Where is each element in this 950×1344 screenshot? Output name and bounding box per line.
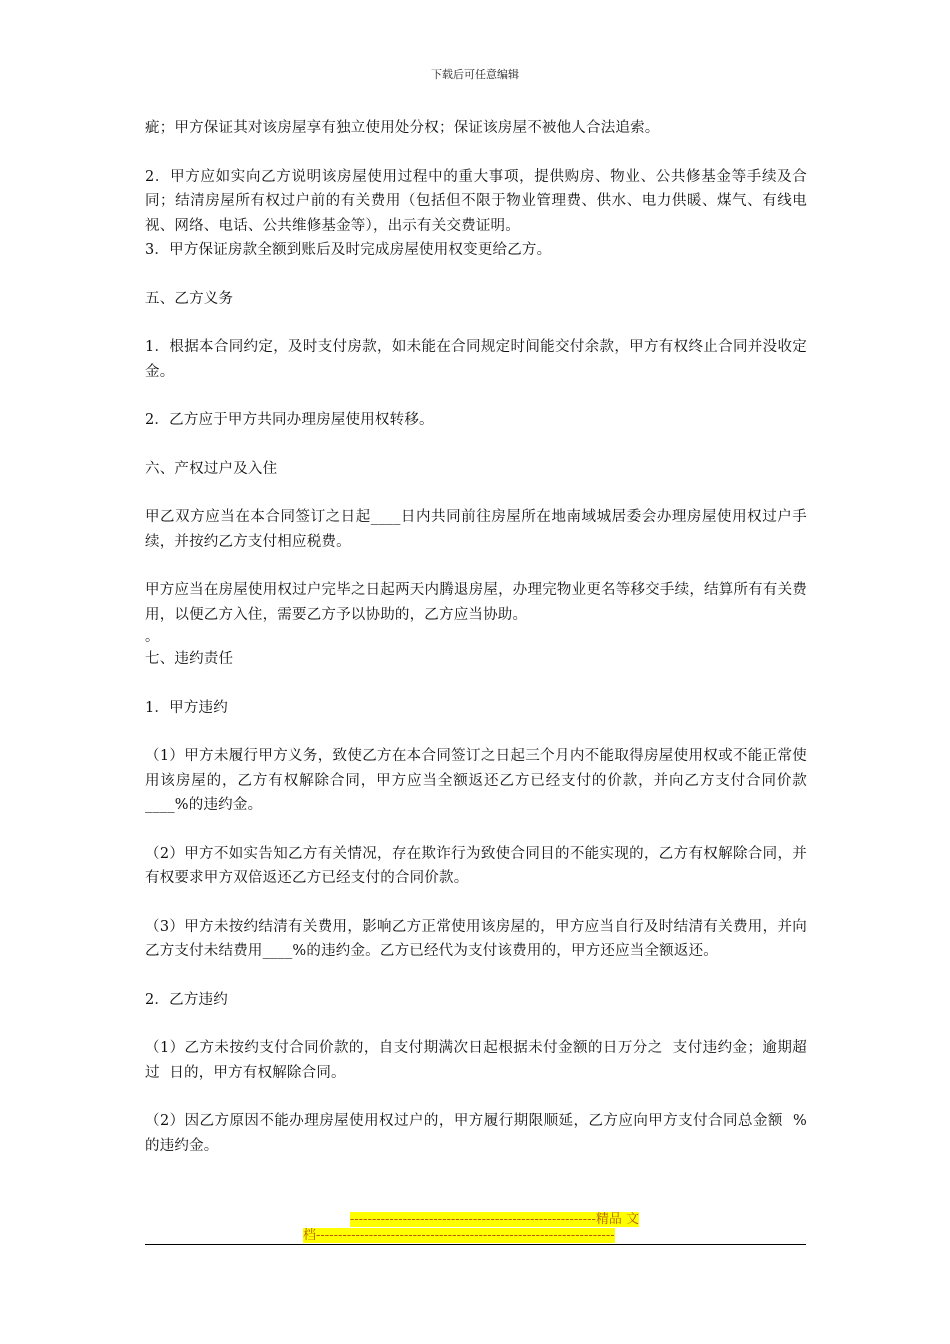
paragraph: （3）甲方未按约结清有关费用，影响乙方正常使用该房屋的，甲方应当自行及时结清有关费用，并向乙方支付未结费用____%的违约金。乙方已经代为支付该费用的，甲方还应当全额返还。: [145, 918, 807, 959]
paragraph-gap: [145, 891, 807, 915]
paragraph-gap: [145, 964, 807, 988]
paragraph-gap: [145, 141, 807, 165]
paragraph: 2．甲方应如实向乙方说明该房屋使用过程中的重大事项，提供购房、物业、公共修基金等手续及合同；结清房屋所有权过户前的有关费用（包括但不限于物业管理费、供水、电力供暖、煤气、有线电视、网络、电话、公共维修基金等），出示有关交费证明。: [145, 168, 807, 234]
paragraph: 2．乙方应于甲方共同办理房屋使用权转移。: [145, 412, 434, 428]
paragraph-gap: [145, 554, 807, 578]
section-heading: 五、乙方义务: [145, 290, 234, 307]
paragraph: 疵；甲方保证其对该房屋享有独立使用处分权；保证该房屋不被他人合法追索。: [145, 120, 660, 136]
footer-line-1: --------------------------------------------------------精品 文: [349, 1212, 639, 1227]
paragraph: 甲乙双方应当在本合同签订之日起____日内共同前往房屋所在地南域城居委会办理房屋使用权过户手续，并按约乙方支付相应税费。: [145, 509, 807, 550]
paragraph: （1）乙方未按约支付合同价款的，自支付期满次日起根据未付金额的日万分之 支付违约金；逾期超过 日的，甲方有权解除合同。: [145, 1040, 807, 1081]
paragraph-gap: [145, 1085, 807, 1109]
footer-divider: [145, 1244, 806, 1245]
paragraph-gap: [145, 818, 807, 842]
paragraph-gap: [145, 1012, 807, 1036]
paragraph-gap: [145, 263, 807, 287]
paragraph: （2）因乙方原因不能办理房屋使用权过户的，甲方履行期限顺延，乙方应向甲方支付合同总金额 %的违约金。: [145, 1113, 807, 1154]
paragraph-gap: [145, 720, 807, 744]
subsection-heading: 2．乙方违约: [145, 991, 228, 1008]
footer-watermark: [303, 1212, 649, 1244]
document-body: [145, 116, 807, 1158]
paragraph-gap: [145, 672, 807, 696]
paragraph-gap: [145, 481, 807, 505]
section-heading: 六、产权过户及入住: [145, 460, 278, 477]
paragraph-gap: [145, 433, 807, 457]
paragraph-mark: 。: [145, 629, 159, 645]
paragraph: 甲方应当在房屋使用权过户完毕之日起两天内腾退房屋，办理完物业更名等移交手续，结算所有有关费用，以便乙方入住，需要乙方予以协助的，乙方应当协助。: [145, 582, 807, 623]
paragraph: 3．甲方保证房款全额到账后及时完成房屋使用权变更给乙方。: [145, 242, 552, 258]
subsection-heading: 1．甲方违约: [145, 699, 228, 716]
footer-line-2: 档--------------------------------------------------------------------: [303, 1228, 615, 1243]
paragraph-gap: [145, 384, 807, 408]
paragraph: （1）甲方未履行甲方义务，致使乙方在本合同签订之日起三个月内不能取得房屋使用权或不能正常使用该房屋的，乙方有权解除合同，甲方应当全额返还乙方已经支付的价款，并向乙方支付合同价款____%的违约金。: [145, 748, 807, 813]
paragraph: 1．根据本合同约定，及时支付房款，如未能在合同规定时间能交付余款，甲方有权终止合同并没收定金。: [145, 339, 807, 380]
paragraph: （2）甲方不如实告知乙方有关情况，存在欺诈行为致使合同目的不能实现的，乙方有权解除合同，并有权要求甲方双倍返还乙方已经支付的合同价款。: [145, 845, 807, 886]
section-heading: 七、违约责任: [145, 651, 234, 667]
paragraph-gap: [145, 311, 807, 335]
header-note: 下载后可任意编辑: [431, 68, 519, 81]
